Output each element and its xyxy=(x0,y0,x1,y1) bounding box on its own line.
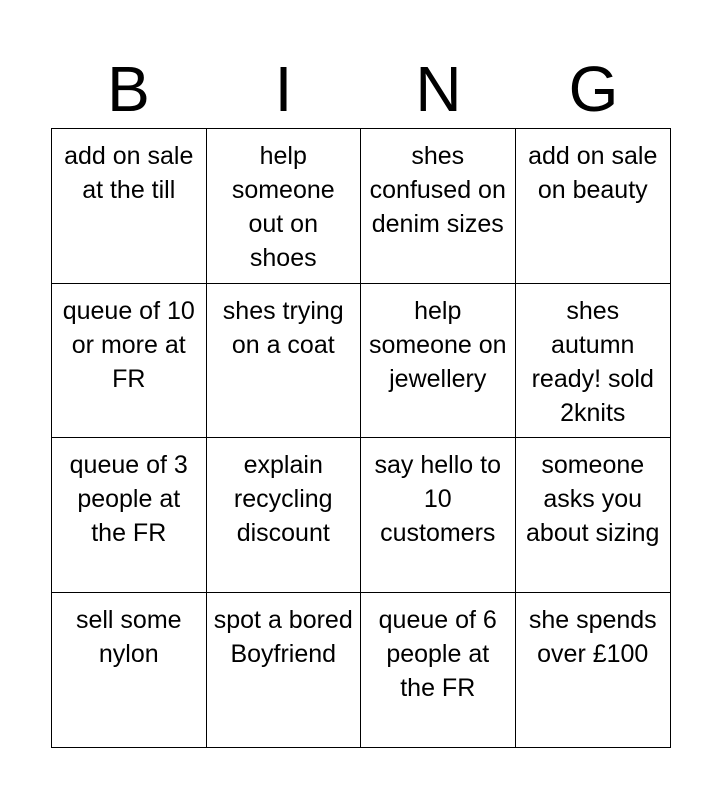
bingo-board xyxy=(51,128,671,748)
bingo-cell[interactable] xyxy=(361,129,516,284)
bingo-cell[interactable] xyxy=(207,593,362,748)
bingo-cell-text: shes autumn ready! sold 2knits xyxy=(531,296,654,427)
bingo-cell-text: add on sale at the till xyxy=(64,142,194,204)
bingo-cell[interactable] xyxy=(207,284,362,439)
bingo-cell-text: someone asks you about sizing xyxy=(526,451,660,547)
bingo-cell[interactable] xyxy=(516,593,671,748)
bingo-cell-text: help someone on jewellery xyxy=(368,296,507,393)
bingo-cell[interactable] xyxy=(516,284,671,439)
bingo-cell[interactable] xyxy=(52,129,207,284)
bingo-cell[interactable] xyxy=(207,129,362,284)
header-letter-b: B xyxy=(107,53,150,125)
bingo-cell-text: sell some nylon xyxy=(75,605,182,668)
bingo-cell-text: say hello to 10 customers xyxy=(374,451,501,547)
bingo-cell-text: help someone out on shoes xyxy=(231,142,335,272)
bingo-cell-text: explain recycling discount xyxy=(233,451,333,547)
bingo-cell-text: she spends over £100 xyxy=(528,605,657,668)
header-letter-i: I xyxy=(274,53,293,125)
bingo-cell-text: add on sale on beauty xyxy=(528,142,658,204)
bingo-cell-text: shes trying on a coat xyxy=(222,296,344,359)
bingo-cell[interactable] xyxy=(52,593,207,748)
header-letter-n: N xyxy=(415,53,462,125)
bingo-cell-text: shes confused on denim sizes xyxy=(369,142,506,238)
bingo-cell-text: queue of 6 people at the FR xyxy=(378,605,497,702)
bingo-cell[interactable] xyxy=(361,593,516,748)
bingo-cell[interactable] xyxy=(207,438,362,593)
bingo-cell[interactable] xyxy=(361,438,516,593)
bingo-cell[interactable] xyxy=(516,129,671,284)
bingo-cell-text: queue of 10 or more at FR xyxy=(62,296,195,393)
bingo-cell[interactable] xyxy=(52,438,207,593)
bingo-cell[interactable] xyxy=(516,438,671,593)
bingo-cell[interactable] xyxy=(361,284,516,439)
bingo-header xyxy=(51,50,671,128)
bingo-cell[interactable] xyxy=(52,284,207,439)
bingo-cell-text: spot a bored Boyfriend xyxy=(213,605,353,668)
header-letter-g: G xyxy=(568,53,619,125)
bingo-cell-text: queue of 3 people at the FR xyxy=(69,451,188,547)
